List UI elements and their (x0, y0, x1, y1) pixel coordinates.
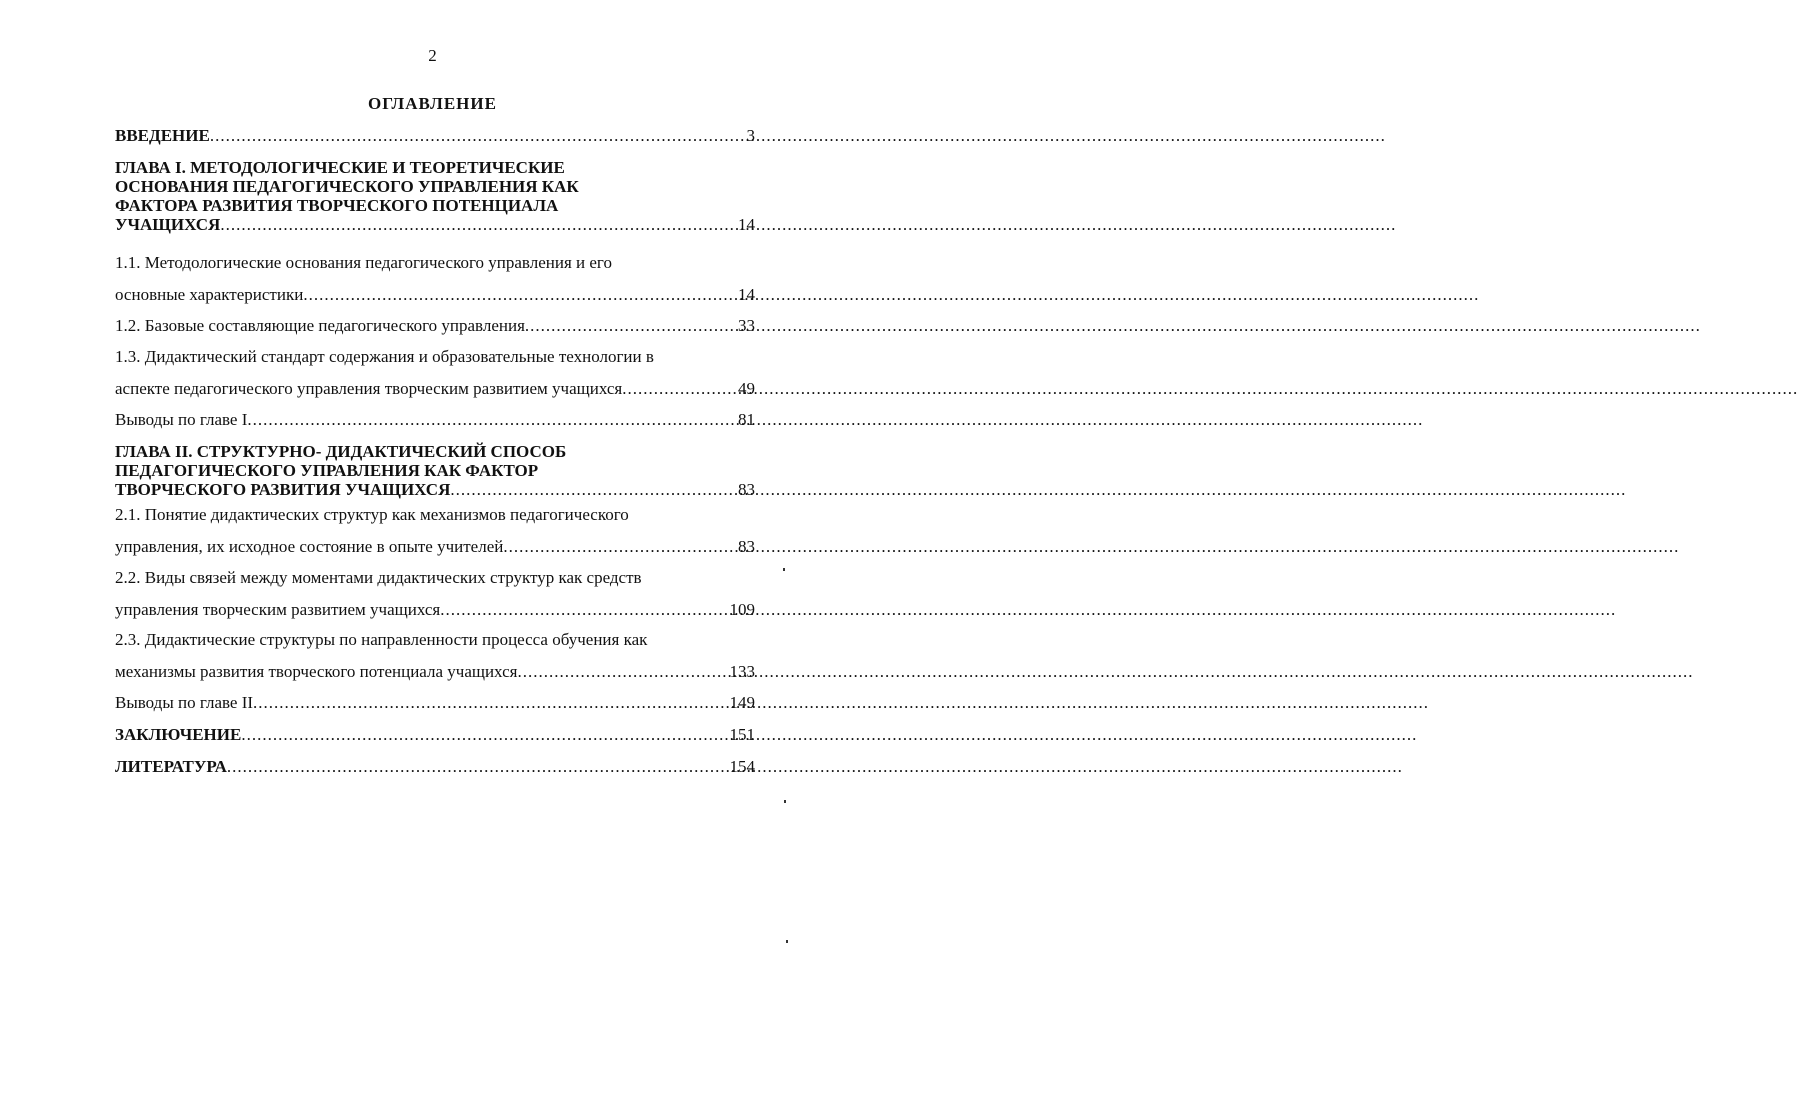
dot-leader (503, 537, 713, 557)
toc-entry-conclusions-1 (115, 410, 755, 430)
toc-entry-text: ТВОРЧЕСКОГО РАЗВИТИЯ УЧАЩИХСЯ (115, 480, 451, 499)
toc-entry-text: ЗАКЛЮЧЕНИЕ (115, 725, 242, 744)
dot-leader (517, 662, 713, 682)
toc-page-number: 151 (729, 725, 755, 744)
toc-entry-chapter-1 (115, 158, 755, 235)
toc-page-number: 154 (729, 757, 755, 776)
toc-entry-text: 1.2. Базовые составляющие педагогического управления (115, 316, 525, 335)
toc-entry-section-2-2 (115, 568, 755, 620)
toc-entry-section-1-3 (115, 347, 755, 399)
toc-page-number: 149 (729, 693, 755, 712)
toc-entry-section-2-1 (115, 505, 755, 557)
toc-page-number: 83 (738, 480, 755, 499)
chapter-heading-line: ГЛАВА II. СТРУКТУРНО- ДИДАКТИЧЕСКИЙ СПОСОБ (115, 442, 567, 461)
page-number: 2 (428, 46, 437, 65)
dot-leader (241, 725, 713, 745)
toc-entry-text: 2.1. Понятие дидактических структур как механизмов педагогического (115, 505, 629, 524)
toc-entry-text: ЛИТЕРАТУРА (115, 757, 227, 776)
dot-leader (220, 215, 713, 235)
toc-entry-text: управления творческим развитием учащихся (115, 600, 441, 619)
scan-speck (783, 568, 785, 571)
chapter-heading-line: ГЛАВА I. МЕТОДОЛОГИЧЕСКИЕ И ТЕОРЕТИЧЕСКИЕ (115, 158, 565, 177)
toc-page-number: 49 (738, 379, 755, 398)
scan-speck (784, 800, 786, 803)
toc-title: ОГЛАВЛЕНИЕ (368, 94, 497, 113)
dot-leader (440, 600, 713, 620)
toc-page-number: 33 (738, 316, 755, 335)
dot-leader (247, 410, 713, 430)
toc-entry-text: 2.3. Дидактические структуры по направленности процесса обучения как (115, 630, 648, 649)
toc-page-number: 83 (738, 537, 755, 556)
toc-page-number: 81 (738, 410, 755, 429)
scan-speck (786, 940, 788, 943)
chapter-heading-line: ОСНОВАНИЯ ПЕДАГОГИЧЕСКОГО УПРАВЛЕНИЯ КАК (115, 177, 579, 196)
toc-entry-literature (115, 757, 755, 777)
toc-entry-introduction (115, 126, 755, 146)
toc-entry-section-2-3 (115, 630, 755, 682)
toc-entry-text: основные характеристики (115, 285, 304, 304)
toc-entry-text: 1.1. Методологические основания педагогического управления и его (115, 253, 612, 272)
toc-entry-text: управления, их исходное состояние в опыте учителей (115, 537, 504, 556)
toc-entry-section-1-2 (115, 316, 755, 336)
toc-entry-chapter-2 (115, 442, 755, 500)
toc-page-number: 14 (738, 285, 755, 304)
chapter-heading-line: ФАКТОРА РАЗВИТИЯ ТВОРЧЕСКОГО ПОТЕНЦИАЛА (115, 196, 559, 215)
toc-entry-text: 1.3. Дидактический стандарт содержания и образовательные технологии в (115, 347, 654, 366)
toc-page-number: 109 (729, 600, 755, 619)
dot-leader (303, 285, 713, 305)
dot-leader (622, 379, 713, 399)
chapter-heading-line: ПЕДАГОГИЧЕСКОГО УПРАВЛЕНИЯ КАК ФАКТОР (115, 461, 539, 480)
toc-entry-text: Выводы по главе I (115, 410, 248, 429)
toc-page-number: 133 (729, 662, 755, 681)
toc-entry-text: механизмы развития творческого потенциала учащихся (115, 662, 518, 681)
toc-entry-text: аспекте педагогического управления творческим развитием учащихся (115, 379, 623, 398)
dot-leader (525, 316, 713, 336)
toc-page-number: 3 (746, 126, 755, 145)
toc-entry-conclusions-2 (115, 693, 755, 713)
toc-entry-conclusion (115, 725, 755, 745)
dot-leader (450, 480, 713, 500)
dot-leader (253, 693, 713, 713)
toc-entry-text: 2.2. Виды связей между моментами дидактических структур как средств (115, 568, 642, 587)
toc-entry-text: Выводы по главе II (115, 693, 254, 712)
dot-leader (210, 126, 713, 146)
toc-entry-text: УЧАЩИХСЯ (115, 215, 221, 234)
toc-page-number: 14 (738, 215, 755, 234)
dot-leader (227, 757, 713, 777)
toc-entry-section-1-1 (115, 253, 755, 305)
toc-entry-text: ВВЕДЕНИЕ (115, 126, 210, 145)
